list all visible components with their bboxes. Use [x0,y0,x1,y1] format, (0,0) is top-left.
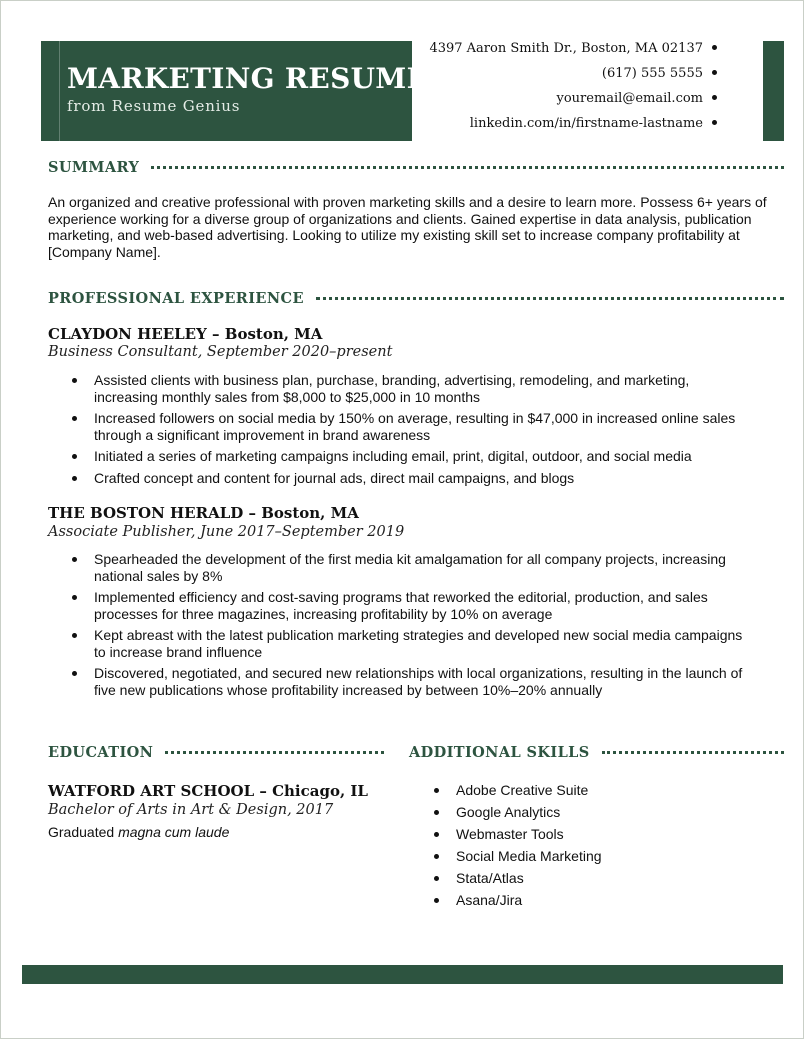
job-bullets [48,551,748,703]
job-employer: CLAYDON HEELEY – Boston, MA [48,325,323,343]
job-employer: THE BOSTON HERALD – Boston, MA [48,504,359,522]
dotted-divider [165,751,384,754]
list-item: Assisted clients with business plan, purchase, branding, advertising, remodeling, and marketing, increasing monthly sales from $8,000 to $25,000 in 10 months [48,372,748,405]
list-item: Discovered, negotiated, and secured new relationships with local organizations, resulting in the launch of five new publications whose profitability increased by between 10%–20% annually [48,665,748,698]
contact-phone: (617) 555 5555 [429,65,717,90]
resume-subtitle: from Resume Genius [67,97,241,115]
list-item: Crafted concept and content for journal ads, direct mail campaigns, and blogs [48,470,748,487]
footer-accent-bar [22,965,783,984]
title-banner [41,41,429,141]
job-role: Associate Publisher, June 2017–September 2019 [48,524,405,540]
bullet-icon [712,70,717,75]
list-item: Social Media Marketing [409,848,779,865]
list-item: Spearheaded the development of the first media kit amalgamation for all company projects, increasing national sales by 8% [48,551,748,584]
list-item: Kept abreast with the latest publication marketing strategies and developed new social media campaigns to increase brand influence [48,627,748,660]
dotted-divider [602,751,784,754]
list-item: Webmaster Tools [409,826,779,843]
list-item: Google Analytics [409,804,779,821]
school-name: WATFORD ART SCHOOL – Chicago, IL [48,782,368,800]
bullet-icon [712,95,717,100]
resume-title: MARKETING RESUME [67,62,429,95]
list-item: Adobe Creative Suite [409,782,779,799]
bullet-icon [712,120,717,125]
job-role: Business Consultant, September 2020–present [48,344,393,360]
summary-heading: SUMMARY [48,159,784,176]
job-bullets [48,372,748,491]
list-item: Asana/Jira [409,892,779,909]
honors: Graduated magna cum laude [48,824,230,840]
experience-heading: PROFESSIONAL EXPERIENCE [48,290,784,307]
contact-block [429,40,717,140]
summary-text: An organized and creative professional with proven marketing skills and a desire to learn more. Possess 6+ years of experience working for a diverse group of organizations and clients. Gained expertise in data analysis, publication marketing, and web-based advertising. Looking to utilize my existing skill set to increase company profitability at [Company Name]. [48,194,767,260]
degree: Bachelor of Arts in Art & Design, 2017 [48,802,334,818]
list-item: Implemented efficiency and cost-saving programs that reworked the editorial, production, and sales processes for three magazines, increasing profitability by 10% on average [48,589,748,622]
skills-heading: ADDITIONAL SKILLS [409,744,784,761]
dotted-divider [151,166,784,169]
dotted-divider [316,297,784,300]
list-item: Stata/Atlas [409,870,779,887]
contact-address: 4397 Aaron Smith Dr., Boston, MA 02137 [429,40,717,65]
skills-list [409,782,779,914]
list-item: Initiated a series of marketing campaigns including email, print, digital, outdoor, and social media [48,448,748,465]
contact-email: youremail@email.com [429,90,717,115]
list-item: Increased followers on social media by 150% on average, resulting in $47,000 in increased online sales through a significant improvement in brand awareness [48,410,748,443]
contact-linkedin: linkedin.com/in/firstname-lastname [429,115,717,140]
header-accent-bar [763,41,784,141]
education-heading: EDUCATION [48,744,384,761]
bullet-icon [712,45,717,50]
